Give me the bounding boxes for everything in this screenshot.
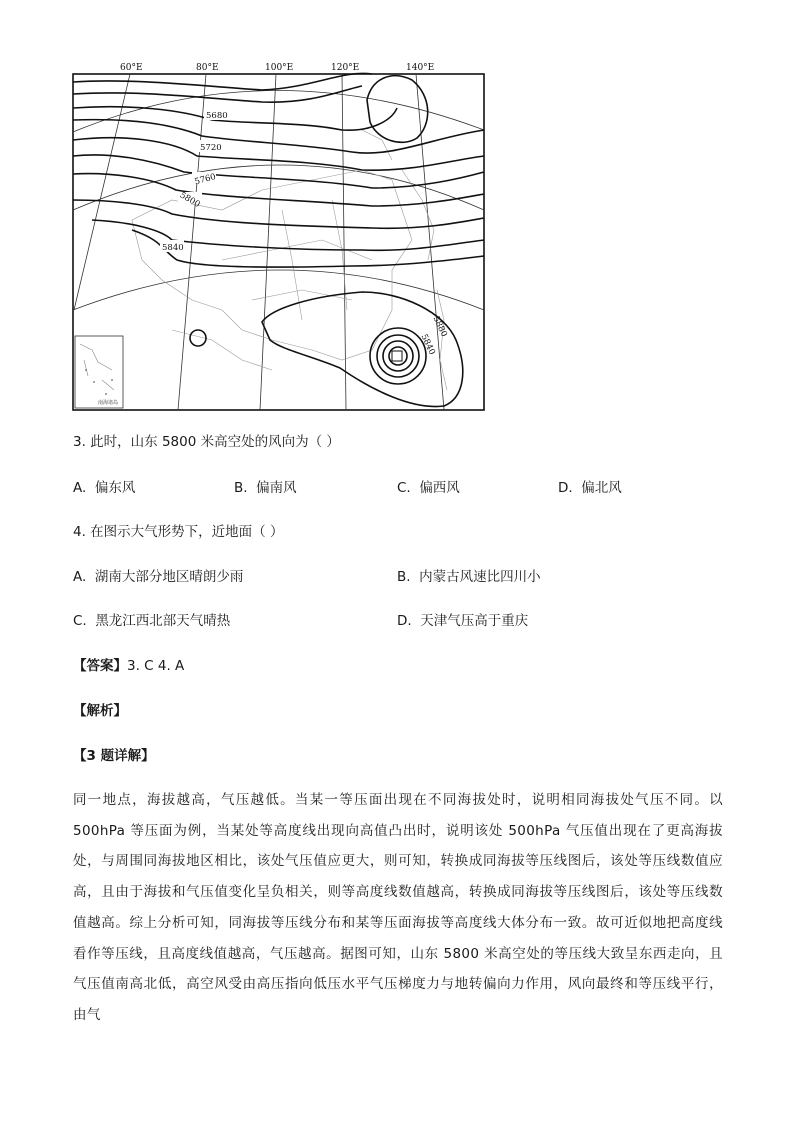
contour-label-5880: 5880 bbox=[430, 314, 449, 339]
option-letter: A. bbox=[73, 480, 87, 496]
synoptic-map-figure bbox=[72, 60, 486, 412]
option-letter: D. bbox=[558, 480, 573, 496]
option-letter: B. bbox=[397, 569, 411, 585]
option-letter: D. bbox=[397, 613, 412, 629]
q3-option-d bbox=[558, 478, 622, 498]
option-text: 偏南风 bbox=[256, 480, 297, 496]
option-text: 天津气压高于重庆 bbox=[420, 613, 529, 629]
q4-stem: 4. 在图示大气形势下，近地面（ ） bbox=[73, 524, 284, 540]
lon-label-100: 100°E bbox=[265, 63, 294, 73]
q4-option-d bbox=[397, 611, 528, 631]
option-text: 黑龙江西北部天气晴热 bbox=[95, 613, 231, 629]
detail-paragraph: 同一地点，海拔越高，气压越低。当某一等压面出现在不同海拔处时，说明相同海拔处气压不同。以 500hPa 等压面为例，当某处等高度线出现向高值凸出时，说明该处 500hPa 气压值出现在了更高海拔处，与周围同海拔地区相比，该处气压值应更大，则可知，转换成同海拔等压线图后，该处等压线数值应高，且由于海拔和气压值变化呈负相关，则等高度线数值越高，转换成同海拔等压线图后，该处等压线数值越高。综上分析可知，同海拔等压线分布和某等压面海拔等高度线大体分布一致。故可近似地把高度线看作等压线，且高度线值越高，气压越高。据图可知，山东 5800 米高空处的等压线大致呈东西走向，且气压值南高北低，高空风受由高压指向低压水平气压梯度力与地转偏向力作用，风向最终和等压线平行，由气 bbox=[73, 792, 723, 1023]
contour-label-5760: 5760 bbox=[193, 172, 218, 188]
contour-label-5840-east: 5840 bbox=[418, 332, 437, 357]
option-letter: A. bbox=[73, 569, 87, 585]
option-letter: B. bbox=[234, 480, 248, 496]
q3-option-c bbox=[397, 478, 460, 498]
option-text: 内蒙古风速比四川小 bbox=[419, 569, 541, 585]
q3-option-a bbox=[73, 478, 135, 498]
q4-option-c bbox=[73, 611, 230, 631]
south-sea-inset bbox=[75, 336, 123, 408]
lon-label-120: 120°E bbox=[331, 63, 360, 73]
contour-label-5720: 5720 bbox=[200, 143, 222, 153]
option-text: 偏东风 bbox=[94, 480, 136, 496]
contour-label-5680: 5680 bbox=[206, 111, 228, 121]
inset-label: 南海诸岛 bbox=[98, 400, 119, 406]
answer-line bbox=[73, 656, 184, 676]
option-text: 偏西风 bbox=[419, 480, 460, 496]
contour-label-5840-west: 5840 bbox=[162, 243, 184, 253]
option-text: 偏北风 bbox=[581, 480, 622, 496]
lon-label-80: 80°E bbox=[196, 63, 219, 73]
answer-label: 【答案】 bbox=[73, 658, 127, 674]
q3-option-b bbox=[234, 478, 297, 498]
q4-option-b bbox=[397, 567, 541, 587]
option-letter: C. bbox=[73, 613, 87, 629]
answer-value: 3. C 4. A bbox=[127, 658, 185, 674]
contour-map bbox=[72, 60, 486, 412]
contour-label-5800: 5800 bbox=[177, 190, 202, 210]
q4-option-a bbox=[73, 567, 243, 587]
lon-label-140: 140°E bbox=[406, 63, 435, 73]
option-text: 湖南大部分地区晴朗少雨 bbox=[94, 569, 244, 585]
detail-label: 【3 题详解】 bbox=[73, 748, 155, 764]
lon-label-60: 60°E bbox=[120, 63, 143, 73]
q3-stem: 3. 此时，山东 5800 米高空处的风向为（ ） bbox=[73, 434, 340, 450]
option-letter: C. bbox=[397, 480, 411, 496]
analysis-label: 【解析】 bbox=[73, 703, 127, 719]
